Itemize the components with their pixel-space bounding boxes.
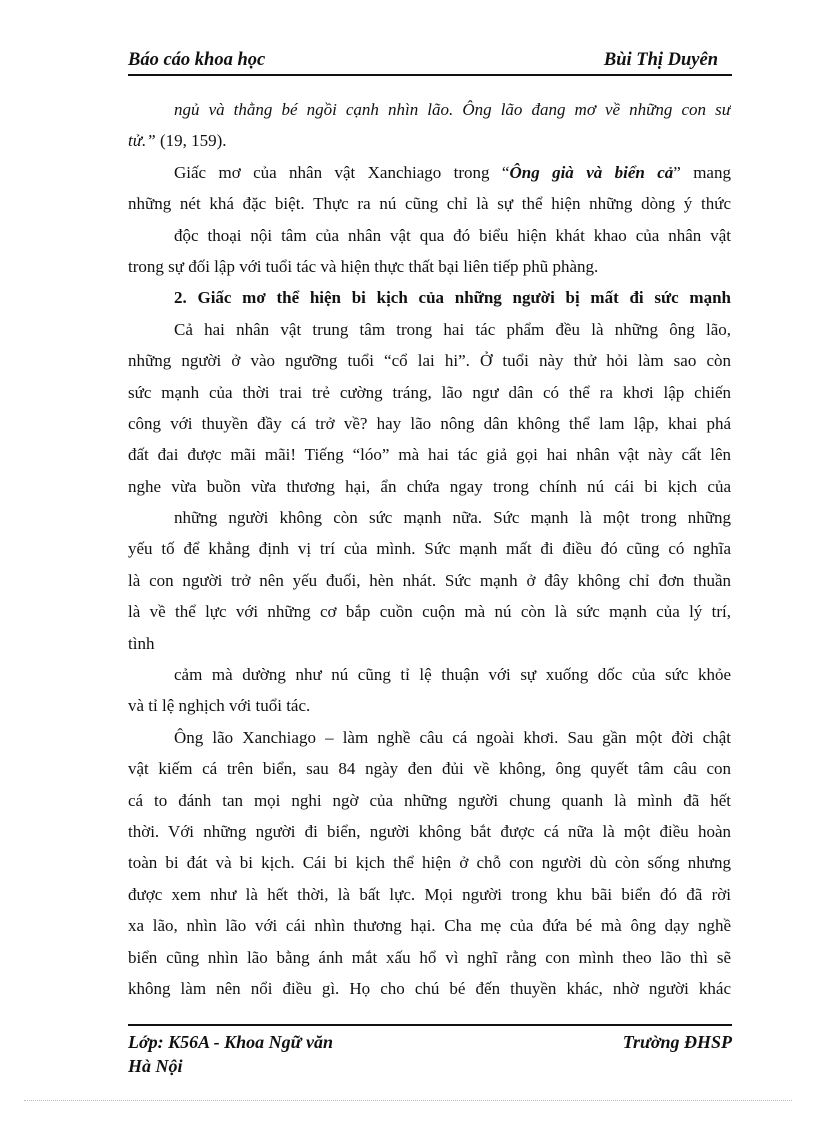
footer-school: Trường ĐHSP <box>622 1032 732 1052</box>
header-title: Báo cáo khoa học <box>128 50 266 70</box>
footer-class: Lớp: K56A - Khoa Ngữ văn <box>128 1032 333 1052</box>
paragraph-line <box>128 125 731 156</box>
paragraph-line: sức mạnh của thời trai trẻ cường tráng, lão ngư dân có thể ra khơi lập chiến <box>128 382 731 402</box>
paragraph-line: cá to đánh tan mọi nghi ngờ của những người chung quanh là mình đã hết <box>128 790 731 810</box>
paragraph-line: vật kiếm cá trên biển, sau 84 ngày đen đủi về không, ông quyết tâm câu con <box>128 759 731 779</box>
book-title: Ông già và biển cả <box>509 162 674 182</box>
paragraph-line: trong sự đối lập với tuổi tác và hiện thực thất bại liên tiếp phũ phàng. <box>128 256 599 276</box>
citation: (19, 159). <box>155 131 227 151</box>
paragraph-line: độc thoại nội tâm của nhân vật qua đó biểu hiện khát khao của nhân vật <box>174 225 731 245</box>
paragraph-line: cảm mà dường như nú cũng tỉ lệ thuận với sự xuống dốc của sức khỏe <box>174 665 731 685</box>
footer-row <box>128 1026 732 1050</box>
footer-city: Hà Nội <box>128 1056 183 1076</box>
paragraph-line: Cả hai nhân vật trung tâm trong hai tác phẩm đều là những ông lão, <box>174 319 731 339</box>
paragraph-line: những nét khá đặc biệt. Thực ra nú cũng chỉ là sự thể hiện những dòng ý thức <box>128 194 731 214</box>
page-footer <box>128 1024 732 1077</box>
paragraph-line: tình <box>128 633 155 653</box>
document-body <box>128 94 731 1004</box>
paragraph-line: công với thuyền đầy cá trở về? hay lão nông dân không thể lam lập, khai phá <box>128 413 731 433</box>
paragraph-line: không làm nên nổi điều gì. Họ cho chú bé đến thuyền khác, nhờ người khác <box>128 978 731 998</box>
paragraph-line: xa lão, nhìn lão với cái nhìn thương hại. Cha mẹ của đứa bé mà ông dạy nghề <box>128 916 731 936</box>
paragraph-line: những người ở vào ngưỡng tuổi “cổ lai hi”. Ở tuổi này thử hỏi làm sao còn <box>128 351 731 371</box>
page-header <box>128 48 732 76</box>
paragraph-line: nghe vừa buồn vừa thương hại, ẩn chứa ngay trong chính nú cái bi kịch của <box>128 476 731 496</box>
paragraph-line: những người không còn sức mạnh nữa. Sức mạnh là một trong những <box>174 508 731 528</box>
paragraph-line: được xem như là hết thời, là bất lực. Mọi người trong khu bãi biển đó đã rời <box>128 884 731 904</box>
text-run: ” mang <box>673 162 731 182</box>
paragraph-line: biển cũng nhìn lão bằng ánh mắt xấu hổ vì nghĩ rằng con mình theo lão thì sẽ <box>128 947 731 967</box>
paragraph-line: là về thể lực với những cơ bắp cuồn cuộn mà nú còn là sức mạnh của lý trí, <box>128 602 731 622</box>
text-run: Giấc mơ của nhân vật Xanchiago trong “ <box>174 162 510 182</box>
paragraph-line: là con người trở nên yếu đuối, hèn nhát. Sức mạnh ở đây không chỉ đơn thuần <box>128 570 731 590</box>
paragraph-line <box>128 157 731 188</box>
page-divider <box>24 1100 792 1101</box>
paragraph-line: toàn bi đát và bi kịch. Cái bi kịch thể hiện ở chỗ con người dù còn sống nhưng <box>128 853 731 873</box>
paragraph-line: đất đai được mãi mãi! Tiếng “lóo” mà hai tác giả gọi hai nhân vật này cất lên <box>128 445 731 465</box>
paragraph-line: và tỉ lệ nghịch với tuổi tác. <box>128 696 311 716</box>
paragraph-line: ngủ và thằng bé ngồi cạnh nhìn lão. Ông lão đang mơ về những con sư <box>174 100 731 119</box>
paragraph-line: Ông lão Xanchiago – làm nghề câu cá ngoài khơi. Sau gần một đời chật <box>174 727 731 747</box>
section-heading: 2. Giấc mơ thể hiện bi kịch của những người bị mất đi sức mạnh <box>174 288 731 308</box>
paragraph-line: thời. Với những người đi biển, người không bắt được cá nữa là một điều hoàn <box>128 821 731 841</box>
paragraph-line: yếu tố để khẳng định vị trí của mình. Sức mạnh mất đi điều đó cũng có nghĩa <box>128 539 731 559</box>
header-author: Bùi Thị Duyên <box>603 50 718 70</box>
quote-end: tử.” <box>128 131 156 151</box>
